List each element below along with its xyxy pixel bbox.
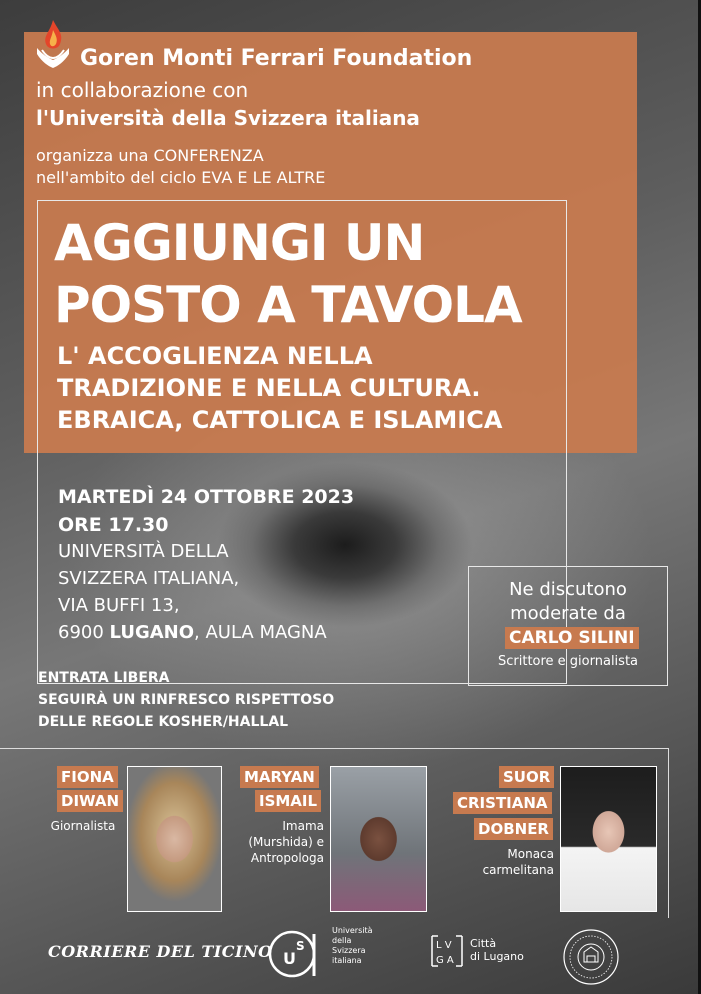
address-zip: 6900 bbox=[58, 622, 110, 643]
university-name: l'Università della Svizzera italiana bbox=[36, 106, 420, 130]
usi-logo-text: Università della Svizzera italiana bbox=[332, 926, 373, 965]
speaker-2-photo bbox=[330, 766, 427, 912]
subtitle-line-2: TRADIZIONE E NELLA CULTURA. bbox=[57, 374, 481, 402]
address-line-3: VIA BUFFI 13, bbox=[58, 595, 180, 616]
subtitle-line-1: L' ACCOGLIENZA NELLA bbox=[57, 342, 373, 370]
speaker-3-last-name: DOBNER bbox=[474, 818, 553, 840]
address-city: LUGANO bbox=[109, 622, 195, 643]
info-line-3: DELLE REGOLE KOSHER/HALLAL bbox=[38, 714, 289, 730]
speaker-3-photo bbox=[560, 766, 657, 912]
svg-text:S: S bbox=[296, 939, 305, 953]
address-line-1: UNIVERSITÀ DELLA bbox=[58, 541, 229, 562]
speaker-3-role: Monaca carmelitana bbox=[482, 847, 554, 877]
moderator-intro-line-2: moderate da bbox=[510, 603, 626, 624]
info-line-1: ENTRATA LIBERA bbox=[38, 670, 170, 686]
collaboration-text: in collaborazione con bbox=[36, 78, 249, 102]
moderator-intro-line-1: Ne discutono bbox=[509, 579, 627, 600]
lugano-letters-top: L V bbox=[436, 940, 452, 951]
address-room: , AULA MAGNA bbox=[194, 622, 327, 643]
foundation-logo-icon bbox=[34, 18, 72, 72]
address-line-2: SVIZZERA ITALIANA, bbox=[58, 568, 240, 589]
moderator-role: Scrittore e giornalista bbox=[497, 654, 639, 669]
main-title-line-1: AGGIUNGI UN bbox=[54, 214, 425, 272]
speaker-1-role: Giornalista bbox=[50, 819, 116, 833]
event-time: ORE 17.30 bbox=[58, 514, 169, 536]
event-date: MARTEDÌ 24 OTTOBRE 2023 bbox=[58, 486, 355, 508]
speaker-1-first-name: FIONA bbox=[57, 766, 118, 788]
lugano-letters-bottom: G A bbox=[436, 955, 454, 966]
speaker-1-photo bbox=[127, 766, 222, 912]
moderator-name: CARLO SILINI bbox=[505, 627, 639, 649]
usi-logo-icon bbox=[266, 928, 318, 980]
conference-intro-line-2: nell'ambito del ciclo EVA E LE ALTRE bbox=[36, 168, 326, 187]
speaker-2-role: Imama (Murshida) e Antropologa bbox=[248, 819, 324, 865]
conference-intro-line-1: organizza una CONFERENZA bbox=[36, 146, 264, 165]
speaker-2-first-name: MARYAN bbox=[240, 766, 319, 788]
seal-logo-icon bbox=[562, 928, 620, 986]
corriere-del-ticino-logo: CORRIERE DEL TICINO bbox=[48, 942, 273, 961]
speaker-1-last-name: DIWAN bbox=[57, 790, 123, 812]
lugano-logo-icon bbox=[430, 934, 464, 968]
moderator-box bbox=[468, 566, 668, 686]
speakers-divider-top bbox=[0, 748, 668, 749]
lugano-logo-text: Città di Lugano bbox=[470, 937, 524, 963]
main-title-line-2: POSTO A TAVOLA bbox=[54, 276, 522, 334]
info-line-2: SEGUIRÀ UN RINFRESCO RISPETTOSO bbox=[38, 692, 335, 708]
speaker-3-title: SUOR bbox=[499, 766, 554, 788]
foundation-name: Goren Monti Ferrari Foundation bbox=[80, 46, 473, 71]
speaker-2-last-name: ISMAIL bbox=[255, 790, 321, 812]
subtitle-line-3: EBRAICA, CATTOLICA E ISLAMICA bbox=[57, 406, 503, 434]
speakers-divider-right bbox=[668, 748, 669, 918]
address-line-4 bbox=[58, 622, 327, 643]
speaker-3-first-name: CRISTIANA bbox=[453, 792, 552, 814]
svg-text:U: U bbox=[283, 949, 296, 968]
